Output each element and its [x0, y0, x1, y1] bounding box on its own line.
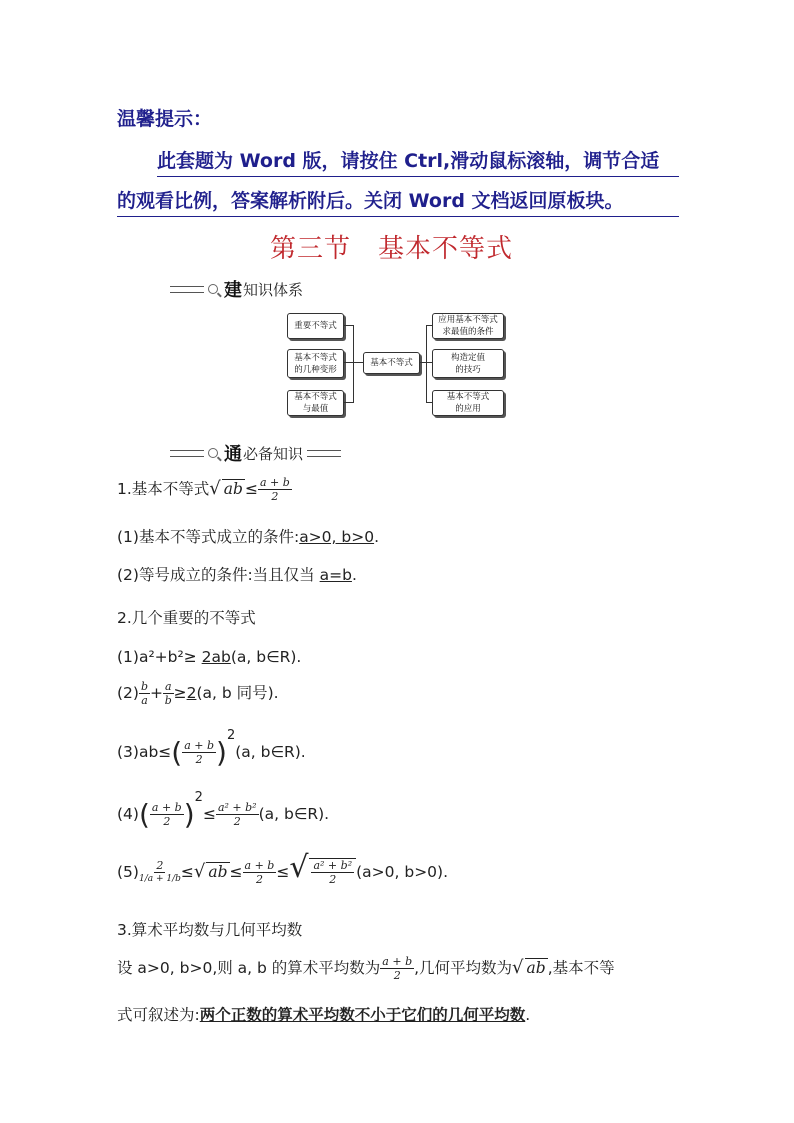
- connector: [426, 402, 432, 403]
- connector: [353, 325, 354, 403]
- calligraphy-glyph: 通: [224, 444, 242, 465]
- answer-blank: a>0, b>0: [299, 528, 375, 546]
- magnifier-icon: [208, 448, 218, 458]
- tip-line-1: 此套题为 Word 版，请按住 Ctrl,滑动鼠标滚轴，调节合适: [157, 146, 679, 177]
- answer-blank: 两个正数的算术平均数不小于它们的几何平均数: [199, 1006, 526, 1024]
- answer-blank: 2ab: [201, 648, 231, 666]
- double-line-decoration: [170, 286, 204, 293]
- answer-blank: 2: [186, 684, 197, 702]
- connector: [426, 325, 432, 326]
- tip-line-2: 的观看比例，答案解析附后。关闭 Word 文档返回原板块。: [117, 186, 679, 217]
- heading-important-inequalities: 2.几个重要的不等式: [117, 609, 256, 627]
- item-equality-condition: (2)等号成立的条件:当且仅当 a=b.: [117, 566, 357, 584]
- inequality-1: (1)a²+b²≥ 2ab(a, b∈R).: [117, 648, 302, 666]
- diagram-node-extrema: 基本不等式 与最值: [287, 390, 344, 416]
- section-header-knowledge-system: [170, 276, 303, 302]
- diagram-node-important-inequality: 重要不等式: [287, 313, 344, 339]
- inequality-4: (4)( $\frac{a + b}{2}$ )$^2$≤ $\frac{\text{a² + b²}}{2}$ (a, b∈R).: [117, 790, 330, 831]
- sqrt-ab: ab: [223, 480, 243, 498]
- diagram-node-conditions: 应用基本不等式 求最值的条件: [432, 313, 504, 339]
- means-definition: 设 a>0, b>0,则 a, b 的算术平均数为 $\frac{a + b}{2}$ ,几何平均数为√ ab ,基本不等: [117, 955, 615, 982]
- section-header-essential-knowledge: [170, 440, 345, 466]
- section-label: 必备知识: [243, 444, 304, 463]
- inequality-5: (5) $\frac{2}{1/a + 1/b}$ ≤√ ab ≤ $\frac{a + b}{2}$ ≤√ $\frac{\text{a² + b²}}{2}$ (a>0, b>0).: [117, 850, 449, 886]
- section-label: 知识体系: [243, 280, 304, 299]
- diagram-node-technique: 构造定值 的技巧: [432, 349, 504, 378]
- double-line-decoration: [307, 450, 341, 457]
- item-basic-inequality: 1.基本不等式√ ab ≤ $\frac{a + b}{2}$: [117, 476, 290, 503]
- tip-label: 温馨提示：: [117, 108, 213, 130]
- inequality-3: (3)ab≤( $\frac{a + b}{2}$ )$^2$(a, b∈R).: [117, 728, 306, 769]
- connector: [344, 325, 353, 326]
- connector: [344, 402, 353, 403]
- diagram-node-center: 基本不等式: [363, 352, 420, 374]
- diagram-node-variants: 基本不等式 的几种变形: [287, 349, 344, 378]
- section-title: 第三节 基本不等式: [270, 234, 514, 264]
- calligraphy-glyph: 建: [224, 280, 242, 301]
- magnifier-icon: [208, 284, 218, 294]
- double-line-decoration: [170, 450, 204, 457]
- connector: [426, 325, 427, 403]
- fraction-a-plus-b-over-2: $\frac{a + b}{2}$: [259, 476, 290, 503]
- means-statement: 式可叙述为:两个正数的算术平均数不小于它们的几何平均数.: [117, 1006, 531, 1024]
- heading-means: 3.算术平均数与几何平均数: [117, 921, 303, 939]
- inequality-2: (2) $\frac{b}{a}$ + $\frac{a}{b}$ ≥2(a, b 同号).: [117, 680, 279, 707]
- answer-blank: a=b: [319, 566, 352, 584]
- item-condition: (1)基本不等式成立的条件:a>0, b>0.: [117, 528, 380, 546]
- diagram-node-application: 基本不等式 的应用: [432, 390, 504, 416]
